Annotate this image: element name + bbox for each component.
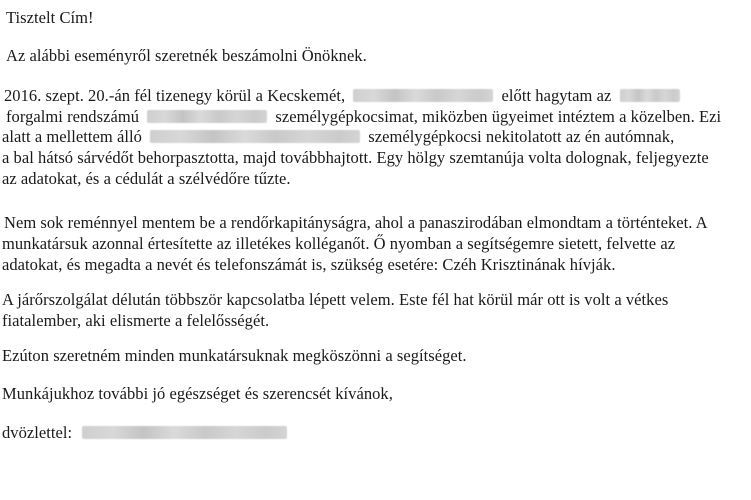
closing-line <box>2 423 287 443</box>
greeting: Tisztelt Cím! <box>6 8 94 27</box>
closing-text: dvözlettel: <box>2 423 73 442</box>
p1-l1-text-a: 2016. szept. 20.-án fél tizenegy körül a Kecskemét, <box>4 86 346 105</box>
p1-l2-text-a: forgalmi rendszámú <box>6 107 140 126</box>
redacted-address <box>353 89 493 102</box>
p1-l3-text-a: alatt a mellettem álló <box>2 127 142 146</box>
paragraph-3-line-1: A járőrszolgálat délután többször kapcsolatba lépett velem. Este fél hat körül már ott is volt a vétkes <box>2 290 669 309</box>
paragraph-5: Munkájukhoz további jó egészséget és szerencsét kívánok, <box>2 384 393 403</box>
paragraph-2-line-3: adatokat, és megadta a nevét és telefonszámát is, szükség esetére: Czéh Krisztinának hívják. <box>2 255 616 274</box>
redacted-signature-name <box>82 426 287 439</box>
p1-l2-text-b: személygépkocsimat, miközben ügyeimet intéztem a közelben. Ezi <box>275 107 722 126</box>
paragraph-2-line-2: munkatársuk azonnal értesítette az illetékes kolléganőt. Ő nyomban a segítségemre sietett, felvette az <box>2 234 676 253</box>
redacted-other-vehicle <box>150 130 360 143</box>
p1-l1-text-b: előtt hagytam az <box>501 86 612 105</box>
intro-sentence: Az alábbi eseményről szeretnék beszámolni Önöknek. <box>6 46 367 65</box>
paragraph-2-line-1: Nem sok reménnyel mentem be a rendőrkapitányságra, ahol a panaszirodában elmondtam a történteket. A <box>4 213 708 232</box>
paragraph-1-line-4: a bal hátsó sárvédőt behorpasztotta, majd továbbhajtott. Egy hölgy szemtanúja volta dolognak, feljegyezte <box>2 148 709 167</box>
paragraph-4: Ezúton szeretném minden munkatársuknak megköszönni a segítséget. <box>2 346 467 365</box>
paragraph-1-line-3 <box>2 127 674 147</box>
paragraph-1-line-2 <box>6 107 721 127</box>
paragraph-3-line-2: fiatalember, aki elismerte a felelősségét. <box>2 311 270 330</box>
paragraph-1-line-1 <box>4 86 680 106</box>
p1-l3-text-b: személygépkocsi nekitolatott az én autómnak, <box>368 127 675 146</box>
redacted-car-make <box>620 89 680 102</box>
paragraph-1-line-5: az adatokat, és a cédulát a szélvédőre tűzte. <box>2 169 291 188</box>
redacted-plate-number <box>147 110 267 123</box>
